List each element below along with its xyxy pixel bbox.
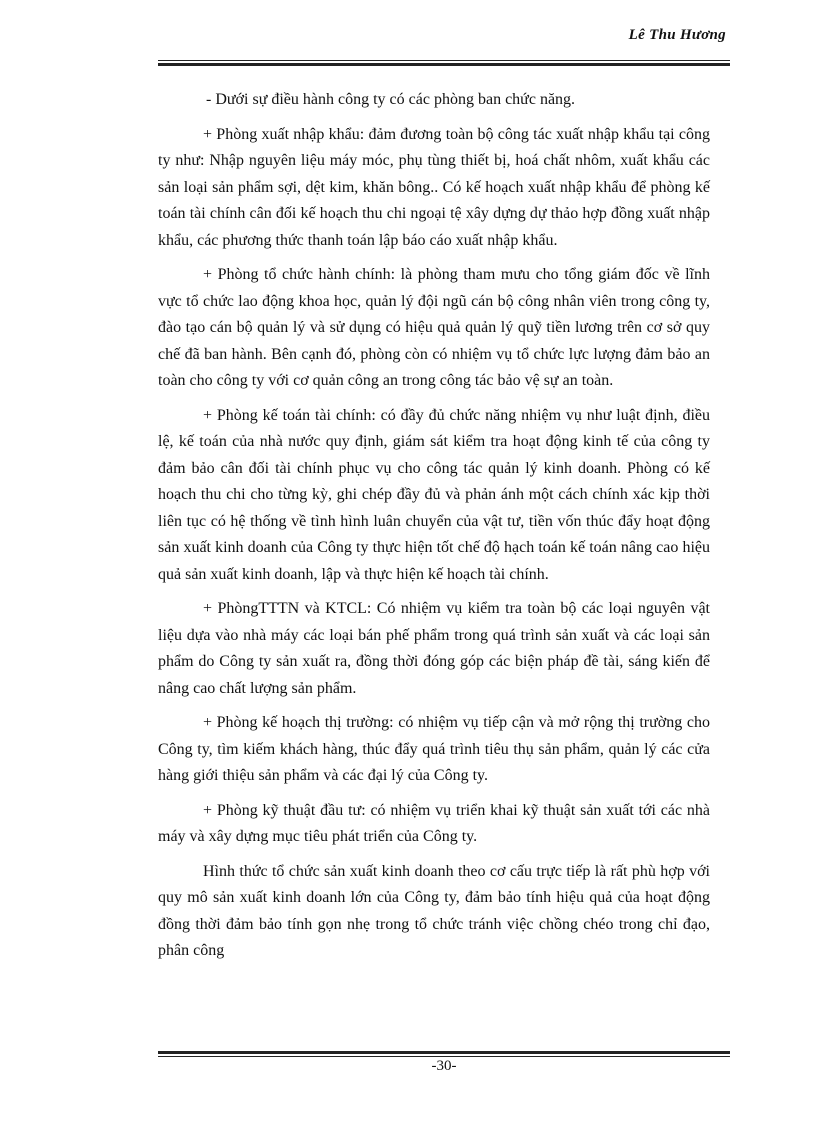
paragraph-market-dept: + Phòng kế hoạch thị trường: có nhiệm vụ tiếp cận và mở rộng thị trường cho Công ty, tìm kiếm khách hàng, thúc đẩy quá trình tiêu thụ sản phẩm, quản lý các cửa hàng giới thiệu sản phẩm và các đại lý của Công ty. [158, 714, 710, 784]
footer-rule-thick [158, 1051, 730, 1054]
paragraph-intro: - Dưới sự điều hành công ty có các phòng ban chức năng. [206, 91, 576, 108]
header-rule-thick [158, 63, 730, 66]
paragraph-quality-dept: + PhòngTTTN và KTCL: Có nhiệm vụ kiểm tra toàn bộ các loại nguyên vật liệu dựa vào nhà máy các loại bán phế phẩm trong quá trình sản xuất và các loại sản phẩm do Công ty sản xuất ra, đồng thời đóng góp các biện pháp đề tài, sáng kiến để nâng cao chất lượng sản phẩm. [158, 600, 710, 697]
paragraph-conclusion: Hình thức tổ chức sản xuất kinh doanh theo cơ cấu trực tiếp là rất phù hợp với quy mô sản xuất kinh doanh lớn của Công ty, đảm bảo tính hiệu quả của hoạt động đồng thời đảm bảo tính gọn nhẹ trong tổ chức tránh việc chồng chéo trong chỉ đạo, phân công [158, 862, 710, 959]
page-number: -30- [431, 1058, 457, 1074]
header-rule-thin [158, 60, 730, 61]
paragraph-finance-dept: + Phòng kế toán tài chính: có đầy đủ chức năng nhiệm vụ như luật định, điều lệ, kế toán của nhà nước quy định, giám sát kiểm tra hoạt động kinh tế của công ty đảm bảo cân đối tài chính phục vụ cho công tác quản lý kinh doanh. Phòng có kế hoạch thu chi cho từng kỳ, ghi chép đầy đủ và phản ánh một cách chính xác kịp thời liên tục có hệ thống về tình hình luân chuyển của vật tư, tiền vốn thúc đẩy hoạt động sản xuất kinh doanh của Công ty thực hiện tốt chế độ hạch toán kế toán nâng cao hiệu quả sản xuất kinh doanh, lập và thực hiện kế hoạch tài chính. [158, 406, 710, 583]
paragraph-tech-dept: + Phòng kỹ thuật đầu tư: có nhiệm vụ triển khai kỹ thuật sản xuất tới các nhà máy và xây dựng mục tiêu phát triển của Công ty. [158, 801, 710, 845]
page-body [158, 87, 710, 973]
paragraph-import-export-dept: + Phòng xuất nhập khẩu: đảm đương toàn bộ công tác xuất nhập khẩu tại công ty như: Nhập nguyên liệu máy móc, phụ tùng thiết bị, hoá chất nhôm, xuất khẩu các sản loại sản phẩm sợi, dệt kim, khăn bông.. Có kế hoạch xuất nhập khẩu để phòng kế toán tài chính cân đối kế hoạch thu chi ngoại tệ xây dựng dự thảo hợp đồng xuất nhập khẩu, các phương thức thanh toán lập báo cáo xuất nhập khẩu. [158, 125, 710, 249]
header-author: Lê Thu Hương [628, 27, 726, 43]
paragraph-admin-dept: + Phòng tổ chức hành chính: là phòng tham mưu cho tổng giám đốc về lĩnh vực tổ chức lao động khoa học, quản lý đội ngũ cán bộ công nhân viên trong công ty, đào tạo cán bộ quản lý và sử dụng có hiệu quả quản lý quỹ tiền lương trên cơ sở quy chế đã ban hành. Bên cạnh đó, phòng còn có nhiệm vụ tổ chức lực lượng đảm bảo an toàn cho công ty với cơ quản công an trong công tác bảo vệ sự an toàn. [158, 266, 710, 389]
